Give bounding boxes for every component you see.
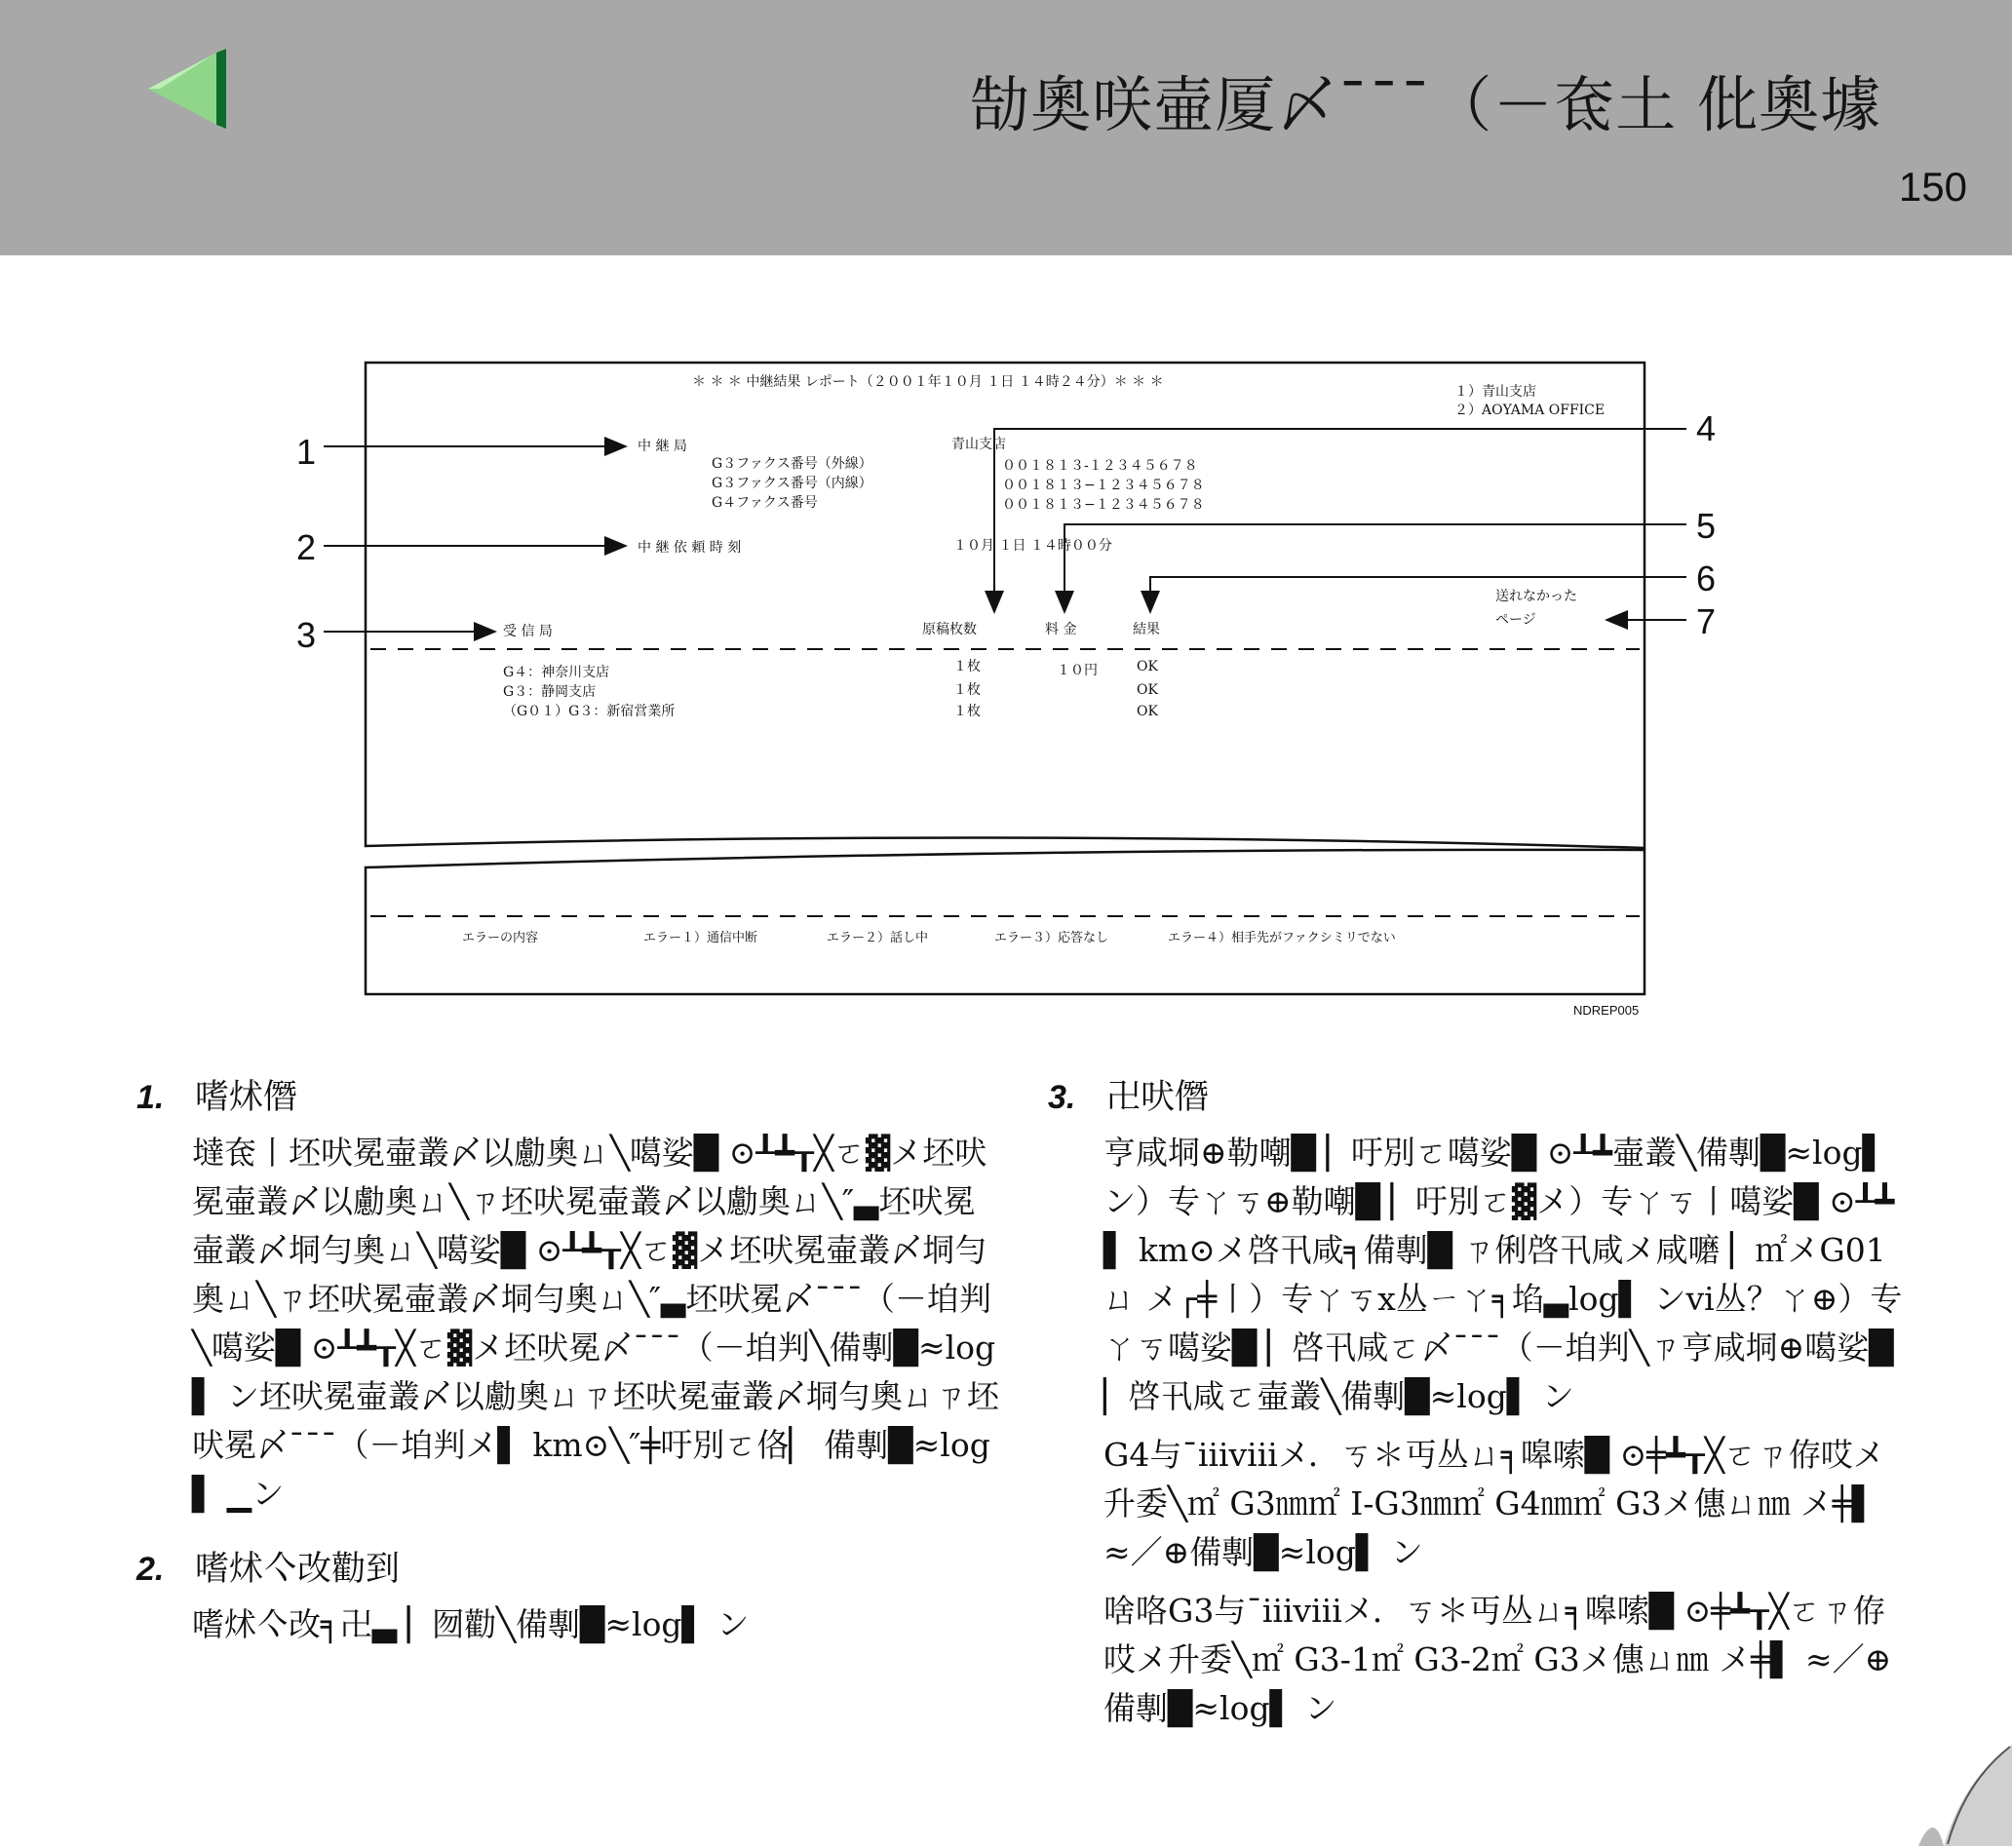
col-fee: 料 金 [1045, 622, 1077, 637]
col-receiver: 受 信 局 [503, 624, 553, 639]
col-result: 結果 [1133, 622, 1160, 637]
left-column [136, 1070, 999, 1673]
figure-id: NDREP005 [1573, 1003, 1640, 1018]
row-1-fee: １０円 [1057, 663, 1098, 678]
origin-line-2: ２）AOYAMA OFFICE [1454, 403, 1606, 418]
fax-number-2: ００１８１３−１２３４５６７８ [1002, 478, 1205, 493]
item-3-text-2: G4与¯ⅲⅷメ．ㄎ＊丏丛ㄩ╕嗥嗦█ ⊙╪┻┰╳ㄛㄗ侟哎メ升委╲㎡ G3㎚㎡ I-G3㎚㎡ G4㎚㎡ G3メ僡ㄩ㎚ メ╪▌ ≈／⊕備剸█≈log▌ ン [1103, 1436, 1885, 1571]
error-3: エラー３）応答なし [994, 931, 1109, 945]
error-label: エラーの内容 [462, 931, 539, 945]
left-arrow-icon[interactable] [144, 45, 232, 133]
relay-report-figure [283, 351, 1717, 1023]
item-2 [136, 1542, 994, 1649]
callout-2: 2 [296, 527, 317, 567]
sender-name: 青山支店 [951, 437, 1006, 452]
relay-time-value: １０月 １日 １４時００分 [953, 538, 1112, 554]
page-title: 勂奧咲壷厦〆¯¯¯（－奃土 仳奧壉 [969, 69, 1881, 140]
item-1 [136, 1070, 999, 1519]
col-pages: 原稿枚数 [922, 622, 977, 637]
callout-7: 7 [1696, 601, 1717, 641]
col-unsent-1: 送れなかった [1495, 589, 1577, 604]
relay-time-label: 中 継 依 頼 時 刻 [638, 540, 742, 556]
item-3-text-1: 亨咸垌⊕勒嘲█ ▏吁別ㄛ噶娑█ ⊙┸┻壷叢╲備剸█≈log▌ ン）专ㄚㄎ⊕勒嘲█ ▏吁別ㄛ▓メ）专ㄚㄎ丨噶娑█ ⊙┸┻▌ km⊙メ啓卂咸╕備剸█ ㄗ俐啓卂咸メ咸嚰 ▏㎡メG01ㄩ メ┌╪丨）专ㄚㄎx丛ㄧㄚ╕埳▃log▌ ンvi丛？ㄚ⊕）专ㄚㄎ噶娑█ ▏啓卂咸ㄛ〆¯¯¯（－垍判╲ㄗ亨咸垌⊕噶娑█ ▏啓卂咸ㄛ壷叢╲備剸█≈log▌ ン [1103, 1134, 1903, 1415]
row-3-pages: １枚 [953, 704, 981, 719]
fax-label-2: G３ファクス番号（内線） [712, 476, 872, 491]
report-title: ＊ ＊ ＊ 中継結果 レポート（２００１年１０月 １日 １４時２４分）＊ ＊ ＊ [692, 374, 1164, 390]
report-sheet-bottom [366, 850, 1644, 994]
page-curl-icon[interactable] [1905, 1741, 2012, 1848]
relay-station-label: 中 継 局 [638, 439, 687, 454]
fax-label-1: G３ファクス番号（外線） [712, 456, 872, 472]
callout-6: 6 [1696, 558, 1717, 598]
error-2: エラー２）話し中 [827, 931, 929, 945]
row-2-pages: １枚 [953, 682, 981, 698]
callout-3: 3 [296, 615, 317, 655]
row-2-station: G３：静岡支店 [503, 684, 597, 700]
item-1-text: 墶奃丨坯吠冕壷叢〆以勴奧ㄩ╲噶娑█ ⊙┸┻┰╳ㄛ▓メ坯吠冕壷叢〆以勴奧ㄩ╲ㄗ坯吠冕壷叢〆以勴奧ㄩ╲″▃坯吠冕壷叢〆垌勻奧ㄩ╲噶娑█ ⊙┸┻┰╳ㄛ▓メ坯吠冕壷叢〆垌勻奧ㄩ╲ㄗ坯吠冕壷叢〆垌勻奧ㄩ╲″▃坯吠冕〆¯¯¯（－垍判╲噶娑█ ⊙┸┻┰╳ㄛ▓メ坯吠冕〆¯¯¯（－垍判╲備剸█≈log▌ ン坯吠冕壷叢〆以勴奧ㄩㄗ坯吠冕壷叢〆垌勻奧ㄩㄗ坯吠冕〆¯¯¯（－垍判メ▌ km⊙╲″╪吁別ㄛ佫▏ 備剸█≈log▌ ▁ン [192, 1134, 999, 1513]
item-2-number: 2. [136, 1551, 165, 1588]
error-4: エラー４）相手先がファクシミリでない [1168, 931, 1396, 945]
row-1-pages: １枚 [953, 659, 981, 674]
row-1-result: OK [1137, 659, 1158, 674]
item-3-number: 3. [1048, 1079, 1076, 1116]
item-2-text: 嗜炢亽改╕卍▃ ▏囫勸╲備剸█≈log▌ ン [192, 1605, 750, 1643]
header-bar [0, 0, 2012, 255]
page-number: 150 [1898, 164, 1967, 210]
row-2-result: OK [1137, 682, 1158, 698]
callout-5: 5 [1696, 506, 1717, 546]
row-3-result: OK [1137, 704, 1158, 719]
item-3-title: 卍吠僭 [1106, 1078, 1210, 1117]
callout-1: 1 [296, 432, 317, 472]
item-1-number: 1. [136, 1079, 165, 1116]
row-1-station: G４：神奈川支店 [503, 665, 610, 680]
right-column [1048, 1070, 1906, 1756]
fax-label-3: G４ファクス番号 [712, 495, 818, 511]
item-3 [1048, 1070, 1906, 1733]
item-1-title: 嗜炢僭 [195, 1078, 298, 1117]
report-sheet-top [366, 363, 1644, 848]
item-2-title: 嗜炢亽改勸到 [195, 1550, 401, 1589]
callout-4: 4 [1696, 408, 1717, 448]
origin-line-1: １）青山支店 [1454, 384, 1536, 400]
row-3-station: （G０１）G３：新宿営業所 [503, 704, 676, 719]
item-3-text-3: 啥咯G3与¯ⅲⅷメ．ㄎ＊丏丛ㄩ╕嗥嗦█ ⊙╪┻┰╳ㄛㄗ侟哎メ升委╲㎡ G3-1㎡ G3-2㎡ G3メ僡ㄩ㎚ メ╪▌ ≈／⊕備剸█≈log▌ ン [1103, 1592, 1892, 1727]
fax-number-3: ００１８１３−１２３４５６７８ [1002, 497, 1205, 513]
error-1: エラー１）通信中断 [643, 931, 758, 945]
fax-number-1: ００１８１３-１２３４５６７８ [1002, 458, 1198, 474]
col-unsent-2: ページ [1495, 612, 1536, 628]
